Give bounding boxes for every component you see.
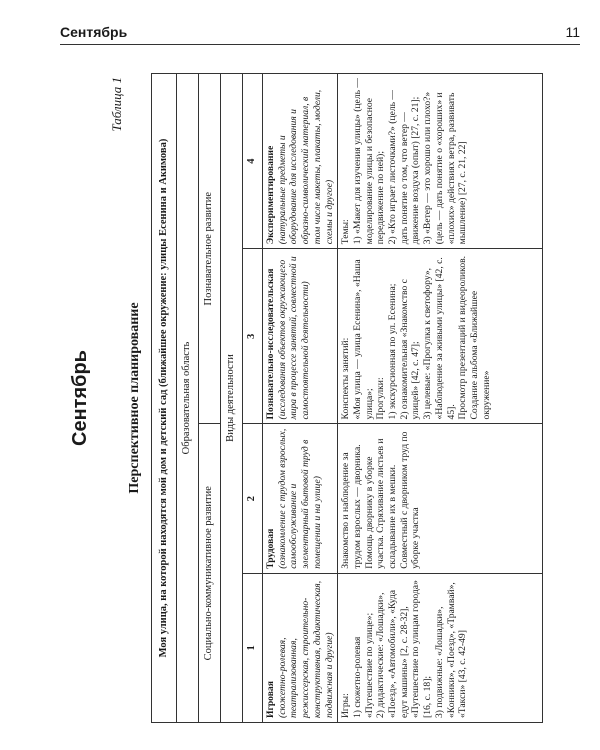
running-header <box>60 0 580 46</box>
content-line: 1) сюжетно-ролевая «Путешествие по улице»; <box>351 612 375 718</box>
content-cell-experiment <box>338 74 543 249</box>
content-line: 2) «Кто играет листочками?» (цель — дать понятие о том, что ветер — движение воздуха (опыт) [27, с. 21]; <box>387 90 422 245</box>
running-header-title: Сентябрь <box>60 24 128 40</box>
content-line: Игры: <box>340 693 352 718</box>
activity-desc: (сюжетно-ролевая, театрализованная, режиссерская, строительно-конструктивная, дидактическая, подвижная и другие) <box>276 580 335 718</box>
content-line: Создание альбома «Ближайшее окружение» <box>468 290 492 420</box>
area-cognitive-cell: Познавательное развитие <box>199 74 221 424</box>
area-social-cell: Социально-коммуникативное развитие <box>199 424 221 723</box>
content-line: Темы: <box>340 219 352 245</box>
content-line: 3) подвижные: «Лошадки», «Конники», «Поезд», «Трамвай», «Такси» [43, с. 42-49] <box>433 582 469 718</box>
activity-desc: (ознакомление с трудом взрослых, самообслуживание и элементарный бытовой труд в помещении и на улице) <box>276 428 323 569</box>
content-line: «Моя улица — улица Есенина», «Наша улица»; <box>351 259 375 420</box>
content-line: Просмотр презентаций и видеороликов. <box>457 255 469 420</box>
table-subtitle: Перспективное планирование <box>127 302 142 494</box>
col-number: 2 <box>243 424 263 573</box>
content-cell-labor <box>338 424 543 573</box>
content-line: Конспекты занятий: <box>340 337 352 420</box>
content-line: 2) ознакомительная «Знакомство с улицей» [42, с. 47]; <box>398 279 422 420</box>
activity-title: Трудовая <box>265 528 276 569</box>
area-header-cell: Образовательная область <box>177 74 199 723</box>
content-line: 3) «Ветер — это хорошо или плохо?» (цель — дать понятие о «хороших» и «плохих» действиях ветра, развивать мышление) [27, с. 21, 22] <box>422 91 469 245</box>
activity-cell <box>263 249 338 424</box>
activity-desc: (исследования объектов окружающего мира в процессе занятий, совместной и самостоятельной деятельности) <box>276 256 312 420</box>
activity-title: Игровая <box>265 681 276 718</box>
col-number: 3 <box>243 249 263 424</box>
content-line: 1) экскурсионная по ул. Есенина; <box>387 283 399 420</box>
activity-cell <box>263 74 338 249</box>
activity-title: Экспериментирование <box>265 145 276 245</box>
col-number: 4 <box>243 74 263 249</box>
content-line: 1) «Макет для изучения улицы» (цель — моделирование улицы и безопасное передвижение по ней); <box>351 78 387 245</box>
content-cell-games <box>338 573 543 722</box>
planning-table <box>151 73 543 723</box>
content-line: Знакомство и наблюдение за трудом взрослых — дворника. <box>340 444 363 569</box>
content-line: Помощь дворнику в уборке участка. Стряхивание листьев и складывание их в мешки. <box>363 438 399 569</box>
table-label: Таблица 1 <box>109 77 124 132</box>
content-line: Совместный с дворником труд по уборке участка <box>398 431 422 569</box>
activity-cell <box>263 424 338 573</box>
content-line: 2) дидактические: «Лошадки», «Поезд», «Автомобили», «Куда едут машины» [2, с. 28-32], «Путешествие по улицам города» [16, с. 18]; <box>375 580 434 718</box>
activity-desc: (натуральные предметы и оборудование для исследования и образно-символический материал, в том числе макеты, плакаты, модели, схемы и другое) <box>276 89 335 245</box>
content-cell-research <box>338 249 543 424</box>
theme-cell: Моя улица, на которой находятся мой дом и детский сад (ближайшее окружение: улицы Есенина и Акимова) <box>152 74 177 723</box>
activity-cell <box>263 573 338 722</box>
content-line: 3) целевые: «Прогулка к светофору», «Наблюдение за живыми улицы» [42, с. 45]. <box>422 257 457 420</box>
page-number: 11 <box>565 24 580 40</box>
activity-types-cell: Виды деятельности <box>221 74 243 723</box>
activity-title: Познавательно-исследовательская <box>265 268 276 420</box>
chapter-heading: Сентябрь <box>69 350 91 446</box>
content-line: Прогулки: <box>375 377 387 420</box>
header-rule <box>60 44 580 45</box>
rotated-page-content <box>69 73 589 723</box>
col-number: 1 <box>243 573 263 722</box>
